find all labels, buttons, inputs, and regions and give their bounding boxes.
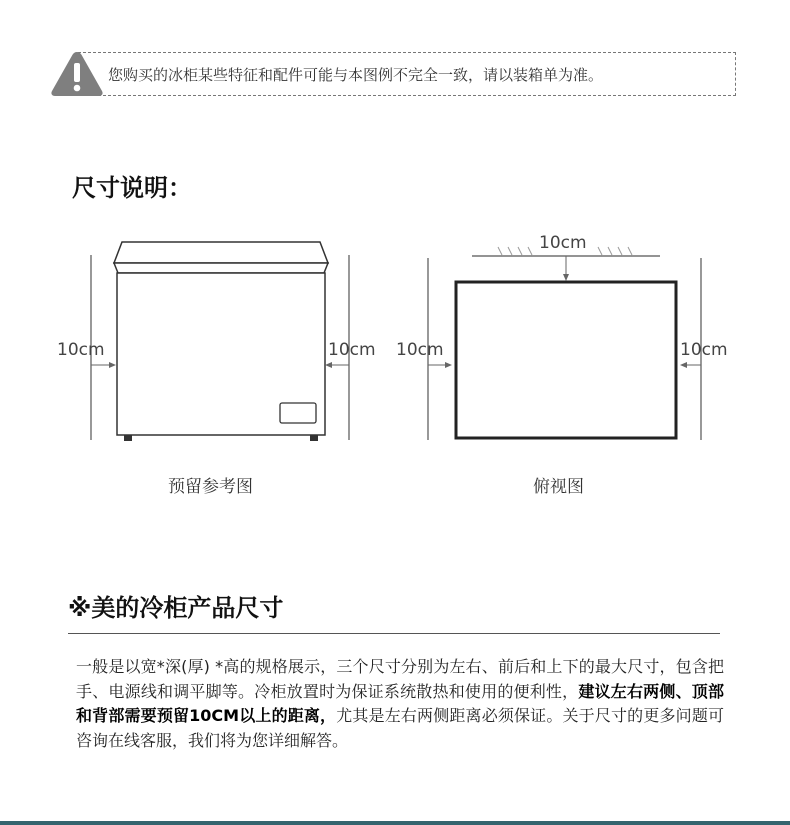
notice-banner — [50, 50, 738, 98]
size-title: 尺寸说明： — [72, 174, 192, 202]
paragraph-part-2: 尤其是左右两侧距离必须保证。关于尺寸的更多问题可咨询在线客服，我们将为您详细解答。 — [76, 706, 724, 750]
freezer-foot-left — [124, 435, 132, 441]
top-view-caption: 俯视图 — [533, 477, 584, 497]
control-panel — [280, 403, 316, 423]
paragraph-bold: 建议左右两侧、顶部和背部需要预留10CM以上的距离， — [76, 681, 724, 725]
notice-text: 您购买的冰柜某些特征和配件可能与本图例不完全一致，请以装箱单为准。 — [108, 66, 604, 84]
paragraph-part-1: 一般是以宽*深(厚) *高的规格展示，三个尺寸分别为左右、前后和上下的最大尺寸，包含把手、电源线和调平脚等。冷柜放置时为保证系统散热和使用的便利性， — [76, 657, 724, 701]
front-right-gap-label: 10cm — [328, 340, 376, 360]
warning-triangle-icon — [50, 50, 104, 98]
front-view-caption: 预留参考图 — [168, 477, 253, 497]
front-left-gap-label: 10cm — [57, 340, 105, 360]
bottom-bar — [0, 821, 790, 825]
top-gap-label: 10cm — [539, 233, 587, 253]
front-view-diagram — [57, 242, 376, 441]
clearance-diagrams — [0, 220, 790, 510]
section-title: ※美的冷柜产品尺寸 — [68, 594, 284, 622]
top-view-freezer — [456, 282, 676, 438]
top-left-gap-label: 10cm — [396, 340, 444, 360]
section-divider — [68, 633, 720, 634]
top-view-diagram — [396, 233, 728, 440]
section-paragraph — [76, 655, 724, 753]
freezer-lid — [114, 242, 328, 263]
freezer-foot-right — [310, 435, 318, 441]
top-right-gap-label: 10cm — [680, 340, 728, 360]
